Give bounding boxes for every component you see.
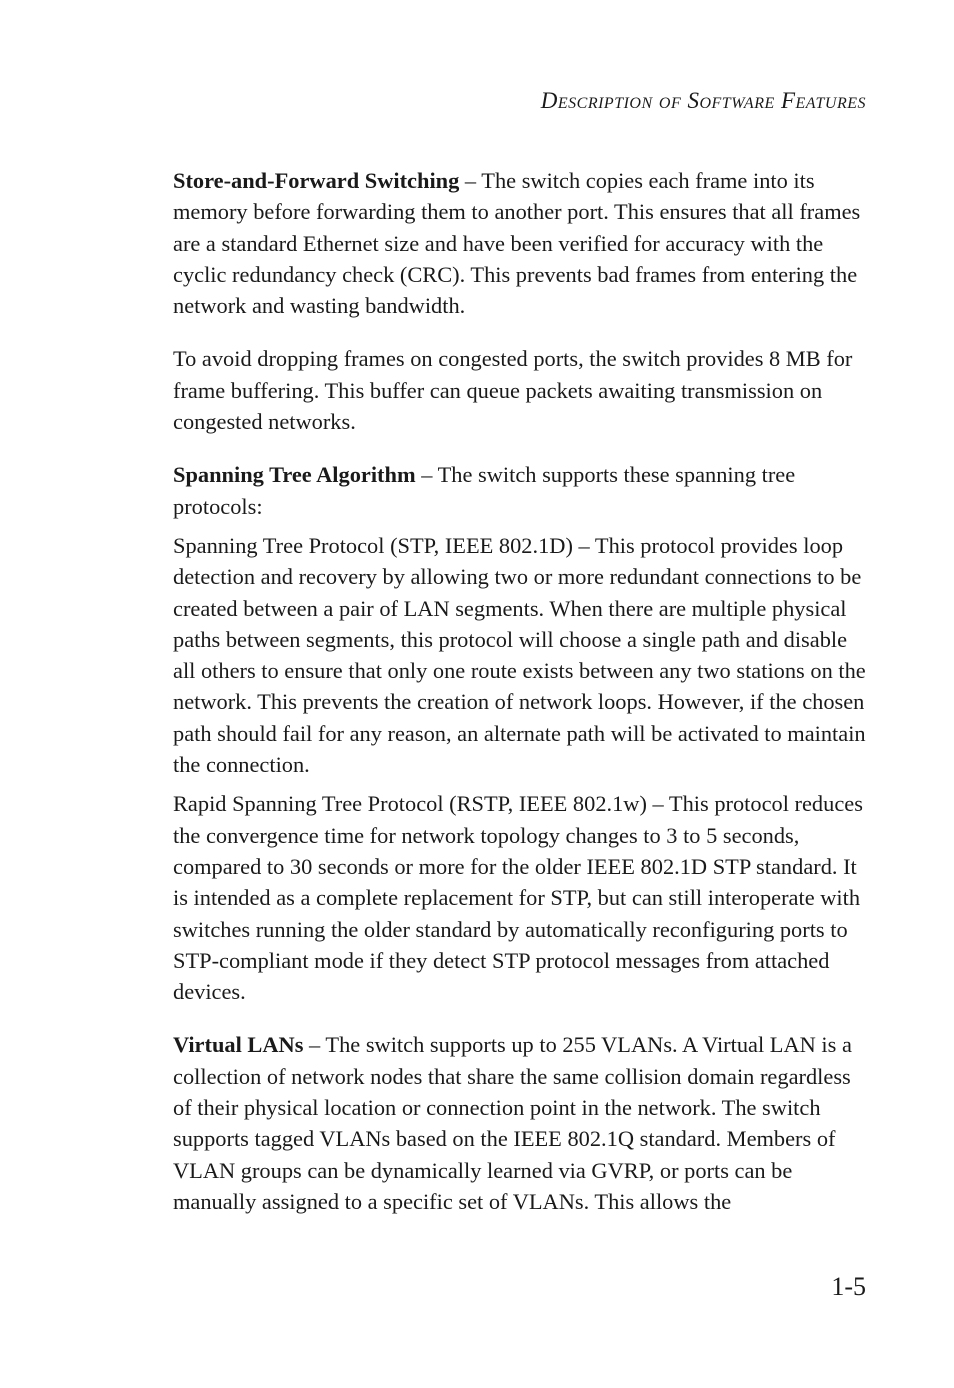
- paragraph-buffering: To avoid dropping frames on congested ports, the switch provides 8 MB for frame buffering. This buffer can queue packets awaiting transmission on congested networks.: [173, 346, 853, 435]
- page-number: 1-5: [831, 1272, 866, 1301]
- running-header: Description of Software Features: [540, 88, 866, 113]
- paragraph-vlans: [173, 1029, 873, 1217]
- text-vlans: – The switch supports up to 255 VLANs. A Virtual LAN is a collection of network nodes that share the same collision domain regardless of their physical location or connection point in the network. The switch supports tagged VLANs based on the IEEE 802.1Q standard. Members of VLAN groups can be dynamically learned via GVRP, or ports can be manually assigned to a specific set of VLANs. This allows the: [173, 1032, 852, 1214]
- term-spanning-tree: Spanning Tree Algorithm: [173, 462, 416, 488]
- paragraph-rstp: Rapid Spanning Tree Protocol (RSTP, IEEE 802.1w) – This protocol reduces the convergence time for network topology changes to 3 to 5 seconds, compared to 30 seconds or more for the older IEEE 802.1D STP standard. It is intended as a complete replacement for STP, but can still interoperate with switches running the older standard by automatically reconfiguring ports to STP-compliant mode if they detect STP protocol messages from attached devices.: [173, 791, 863, 1005]
- page-body: [173, 165, 873, 1217]
- term-store-forward: Store-and-Forward Switching: [173, 168, 460, 193]
- text-spanning-tree: – The switch supports these spanning tree protocols:: [173, 462, 796, 519]
- paragraph-store-forward: [173, 165, 873, 321]
- paragraph-stp: Spanning Tree Protocol (STP, IEEE 802.1D) – This protocol provides loop detection and recovery by allowing two or more redundant connections to be created between a pair of LAN segments. When there are multiple physical paths between segments, this protocol will choose a single path and disable all others to ensure that only one route exists between any two stations on the network. This prevents the creation of network loops. However, if the chosen path should fail for any reason, an alternate path will be activated to maintain the connection.: [173, 532, 866, 778]
- paragraph-spanning-tree: [173, 459, 873, 522]
- text-store-forward: – The switch copies each frame into its memory before forwarding them to another port. This ensures that all frames are a standard Ethernet size and have been verified for accuracy with the cyclic redundancy check (CRC). This prevents bad frames from entering the network and wasting bandwidth.: [173, 168, 861, 319]
- term-vlans: Virtual LANs: [173, 1032, 304, 1058]
